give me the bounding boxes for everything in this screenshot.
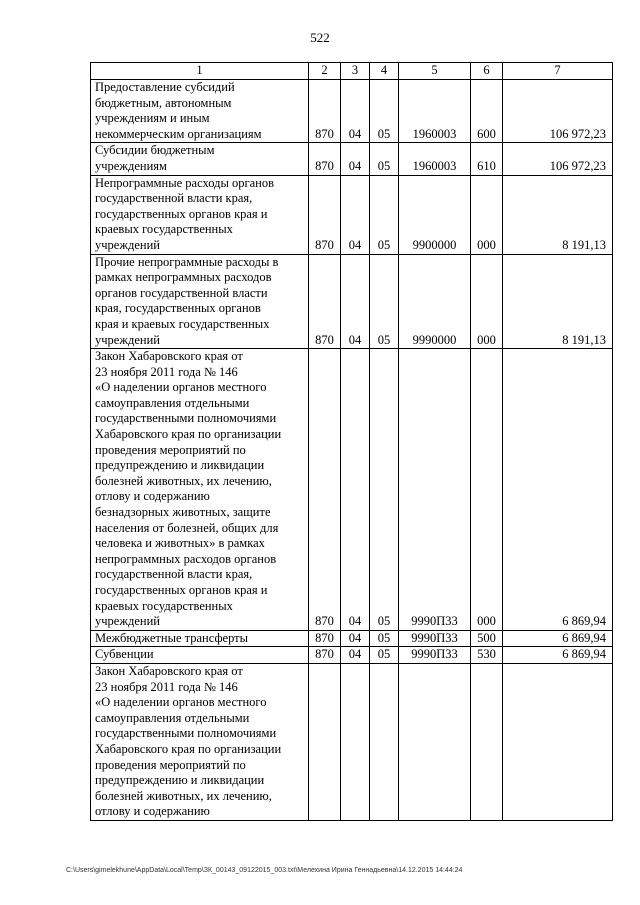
subsection-code-cell: 05 [370,80,399,143]
expense-name-cell [91,175,309,254]
expense-name-line: Предоставление субсидий [95,80,235,94]
section-code-cell: 04 [341,349,370,631]
expense-name-line: государственной власти края, [95,567,253,582]
expense-name-line: краевых государственных [95,222,233,237]
column-header: 7 [503,63,613,80]
subsection-code-cell [370,663,399,820]
ministry-code-cell: 870 [309,254,341,349]
target-article-cell: 9990П33 [399,647,471,664]
target-article-cell: 9990П33 [399,349,471,631]
expense-name-line: самоуправления отдельными [95,395,250,410]
expense-name-line: краевых государственных [95,598,233,613]
expense-type-cell: 000 [471,254,503,349]
expense-name-line: населения от болезней, общих для [95,520,279,535]
expense-name-line: края, государственных органов [95,301,261,316]
amount-cell: 6 869,94 [503,630,613,647]
expense-name-line: учреждениям [95,158,167,173]
amount-cell: 6 869,94 [503,647,613,664]
expense-name-line: учреждений [95,332,160,347]
expense-type-cell: 600 [471,80,503,143]
expense-name-line: Закон Хабаровского края от [95,349,243,364]
target-article-cell: 9990П33 [399,630,471,647]
expense-name-line: государственной власти края, [95,191,253,206]
section-code-cell: 04 [341,143,370,175]
table-row [91,349,613,631]
subsection-code-cell: 05 [370,630,399,647]
expense-name-cell [91,647,309,664]
expense-name-line: государственных органов края и [95,206,268,221]
expense-name-line: Закон Хабаровского края от [95,663,243,678]
amount-cell: 6 869,94 [503,349,613,631]
expense-name-line: «О наделении органов местного [95,695,267,710]
section-code-cell: 04 [341,80,370,143]
table-row [91,143,613,175]
table-row [91,663,613,820]
expense-name-line: учреждениям и иным [95,111,210,126]
footer-file-path: C:\Users\gimelekhune\AppData\Local\Temp\ЗК_00143_09122015_003.txt\Мелехина Ирина Геннадьевна\14.12.2015 14:44:24 [66,867,463,874]
expense-name-line: проведения мероприятий по [95,757,246,772]
expense-type-cell: 500 [471,630,503,647]
target-article-cell: 1960003 [399,80,471,143]
expense-name-line: болезней животных, их лечению, [95,788,272,803]
expense-name-line: Хабаровского края по организации [95,741,282,756]
column-header: 6 [471,63,503,80]
table-row [91,80,613,143]
column-header: 4 [370,63,399,80]
expense-name-line: рамках непрограммных расходов [95,270,272,285]
expense-name-cell [91,80,309,143]
ministry-code-cell: 870 [309,349,341,631]
ministry-code-cell: 870 [309,647,341,664]
table-row [91,175,613,254]
expense-name-line: отлову и содержанию [95,804,210,819]
expense-type-cell: 530 [471,647,503,664]
expense-name-line: 23 ноября 2011 года № 146 [95,364,238,379]
amount-cell: 8 191,13 [503,175,613,254]
subsection-code-cell: 05 [370,349,399,631]
expense-name-cell [91,663,309,820]
section-code-cell: 04 [341,175,370,254]
expense-name-line: Прочие непрограммные расходы в [95,254,279,269]
expense-name-line: края и краевых государственных [95,316,270,331]
expense-name-line: «О наделении органов местного [95,380,267,395]
ministry-code-cell: 870 [309,80,341,143]
table-row [91,647,613,664]
subsection-code-cell: 05 [370,647,399,664]
expense-name-line: Субсидии бюджетным [95,143,215,158]
table-body [91,63,613,821]
target-article-cell: 9990000 [399,254,471,349]
expense-name-line: предупреждению и ликвидации [95,773,265,788]
expense-name-line: бюджетным, автономным [95,95,232,110]
expense-name-line: проведения мероприятий по [95,442,246,457]
expense-name-line: непрограммных расходов органов [95,551,277,566]
expense-name-line: Субвенции [95,647,154,662]
expense-name-cell [91,254,309,349]
expense-name-line: отлову и содержанию [95,489,210,504]
amount-cell: 8 191,13 [503,254,613,349]
ministry-code-cell [309,663,341,820]
expense-name-line: государственными полномочиями [95,411,277,426]
subsection-code-cell: 05 [370,254,399,349]
expense-name-line: Межбюджетные трансферты [95,630,249,645]
table-row [91,630,613,647]
expense-name-line: государственными полномочиями [95,726,277,741]
column-header: 2 [309,63,341,80]
expense-name-line: некоммерческим организациям [95,126,262,141]
ministry-code-cell: 870 [309,175,341,254]
table-row [91,254,613,349]
expense-name-line: человека и животных» в рамках [95,536,265,551]
expense-name-line: государственных органов края и [95,583,268,597]
expense-name-line: Непрограммные расходы органов [95,175,275,190]
amount-cell [503,663,613,820]
target-article-cell [399,663,471,820]
subsection-code-cell: 05 [370,143,399,175]
section-code-cell [341,663,370,820]
subsection-code-cell: 05 [370,175,399,254]
ministry-code-cell: 870 [309,630,341,647]
expense-name-cell [91,349,309,631]
expense-name-line: самоуправления отдельными [95,710,250,725]
expense-name-line: учреждений [95,614,160,629]
expense-name-line: предупреждению и ликвидации [95,458,265,473]
budget-table [90,62,613,821]
section-code-cell: 04 [341,630,370,647]
amount-cell: 106 972,23 [503,80,613,143]
target-article-cell: 1960003 [399,143,471,175]
section-code-cell: 04 [341,647,370,664]
amount-cell: 106 972,23 [503,143,613,175]
target-article-cell: 9900000 [399,175,471,254]
expense-name-line: болезней животных, их лечению, [95,473,272,488]
expense-name-line: учреждений [95,237,160,252]
column-header: 3 [341,63,370,80]
expense-name-line: органов государственной власти [95,285,268,300]
column-header: 1 [91,63,309,80]
expense-type-cell: 610 [471,143,503,175]
ministry-code-cell: 870 [309,143,341,175]
expense-name-line: Хабаровского края по организации [95,427,282,442]
expense-type-cell: 000 [471,349,503,631]
expense-name-cell [91,143,309,175]
expense-name-line: 23 ноября 2011 года № 146 [95,679,238,694]
expense-type-cell [471,663,503,820]
expense-type-cell: 000 [471,175,503,254]
section-code-cell: 04 [341,254,370,349]
column-header: 5 [399,63,471,80]
expense-name-line: безнадзорных животных, защите [95,505,271,520]
page-number: 522 [310,30,330,45]
header-row [91,63,613,80]
expense-name-cell [91,630,309,647]
